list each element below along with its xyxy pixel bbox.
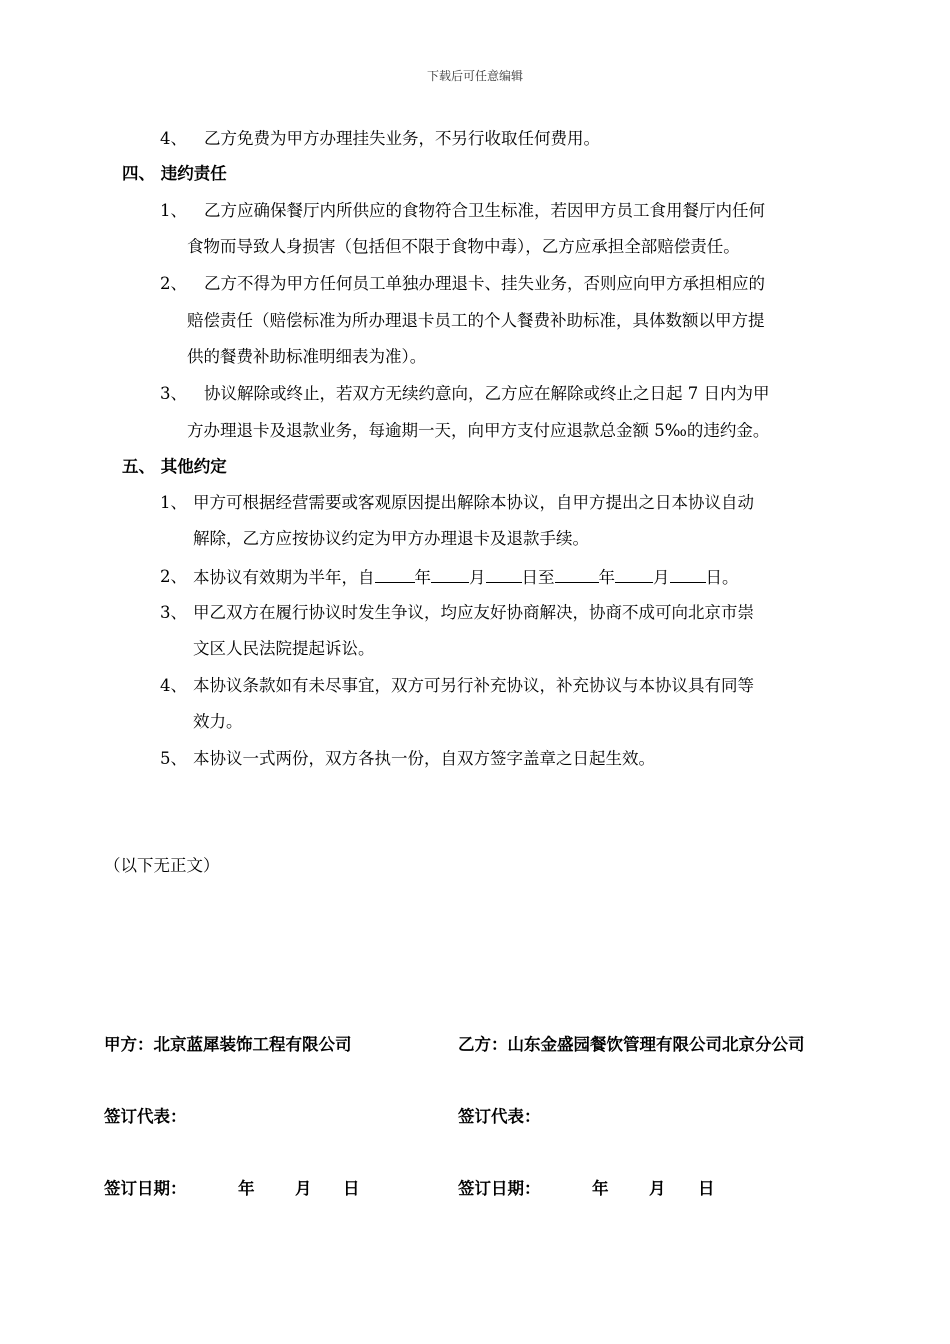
end-year-label: 年 — [598, 568, 615, 587]
party-a-year-label: 年 — [238, 1179, 255, 1198]
s3-item4-num: 4、 — [160, 129, 187, 148]
end-year-blank[interactable] — [555, 566, 599, 583]
year-label: 年 — [414, 568, 431, 587]
s5-item2-text — [193, 566, 739, 589]
party-b-name: 乙方：山东金盛园餐饮管理有限公司北京分公司 — [458, 1035, 805, 1054]
s4-item1-line2: 食物而导致人身损害（包括但不限于食物中毒），乙方应承担全部赔偿责任。 — [187, 237, 740, 256]
s5-item3-num: 3、 — [160, 603, 187, 622]
party-b-date-label: 签订日期： — [458, 1179, 541, 1198]
no-further-text-note: （以下无正文） — [104, 856, 220, 875]
party-a-day-label: 日 — [343, 1179, 360, 1198]
s5-item1-num: 1、 — [160, 493, 187, 512]
s4-item3-line1: 协议解除或终止，若双方无续约意向，乙方应在解除或终止之日起 7 日内为甲 — [204, 384, 770, 403]
s5-item5-line1: 本协议一式两份，双方各执一份，自双方签字盖章之日起生效。 — [193, 749, 655, 768]
s5-item5-num: 5、 — [160, 749, 187, 768]
end-month-blank[interactable] — [615, 566, 653, 583]
s4-item2-line1: 乙方不得为甲方任何员工单独办理退卡、挂失业务，否则应向甲方承担相应的 — [204, 274, 765, 293]
s5-item4-line1: 本协议条款如有未尽事宜，双方可另行补充协议，补充协议与本协议具有同等 — [193, 676, 754, 695]
s5-item2-num: 2、 — [160, 567, 187, 586]
party-a-month-label: 月 — [295, 1179, 312, 1198]
party-a-name: 甲方：北京蓝犀装饰工程有限公司 — [104, 1035, 352, 1054]
s5-item4-line2: 效力。 — [193, 712, 243, 731]
month-label: 月 — [469, 568, 486, 587]
day-to-label: 日至 — [521, 568, 555, 587]
s5-item4-num: 4、 — [160, 676, 187, 695]
s4-item2-line2: 赔偿责任（赔偿标准为所办理退卡员工的个人餐费补助标准，具体数额以甲方提 — [187, 311, 765, 330]
s4-item1-num: 1、 — [160, 201, 187, 220]
party-b-rep-label: 签订代表： — [458, 1107, 541, 1126]
s5-item2-prefix: 本协议有效期为半年，自 — [193, 568, 375, 587]
s5-item3-line1: 甲乙双方在履行协议时发生争议，均应友好协商解决，协商不成可向北京市崇 — [193, 603, 754, 622]
s4-item2-num: 2、 — [160, 274, 187, 293]
party-a-date-label: 签订日期： — [104, 1179, 187, 1198]
start-day-blank[interactable] — [486, 566, 522, 583]
party-b-year-label: 年 — [592, 1179, 609, 1198]
section5-title: 五、 其他约定 — [122, 457, 227, 476]
s5-item3-line2: 文区人民法院提起诉讼。 — [193, 639, 375, 658]
party-b-day-label: 日 — [698, 1179, 715, 1198]
party-a-rep-label: 签订代表： — [104, 1107, 187, 1126]
start-year-blank[interactable] — [375, 566, 415, 583]
page-header: 下载后可任意编辑 — [426, 69, 523, 83]
s5-item1-line2: 解除，乙方应按协议约定为甲方办理退卡及退款手续。 — [193, 529, 589, 548]
s4-item3-num: 3、 — [160, 384, 187, 403]
s4-item1-line1: 乙方应确保餐厅内所供应的食物符合卫生标准，若因甲方员工食用餐厅内任何 — [204, 201, 765, 220]
s4-item3-line2: 方办理退卡及退款业务，每逾期一天，向甲方支付应退款总金额 5‰的违约金。 — [187, 421, 770, 440]
end-day-blank[interactable] — [670, 566, 706, 583]
end-day-label: 日。 — [705, 568, 739, 587]
end-month-label: 月 — [653, 568, 670, 587]
start-month-blank[interactable] — [431, 566, 469, 583]
s4-item2-line3: 供的餐费补助标准明细表为准）。 — [187, 347, 427, 366]
party-b-month-label: 月 — [649, 1179, 666, 1198]
s3-item4-text: 乙方免费为甲方办理挂失业务，不另行收取任何费用。 — [204, 129, 600, 148]
section4-title: 四、 违约责任 — [122, 164, 227, 183]
s5-item1-line1: 甲方可根据经营需要或客观原因提出解除本协议，自甲方提出之日本协议自动 — [193, 493, 754, 512]
